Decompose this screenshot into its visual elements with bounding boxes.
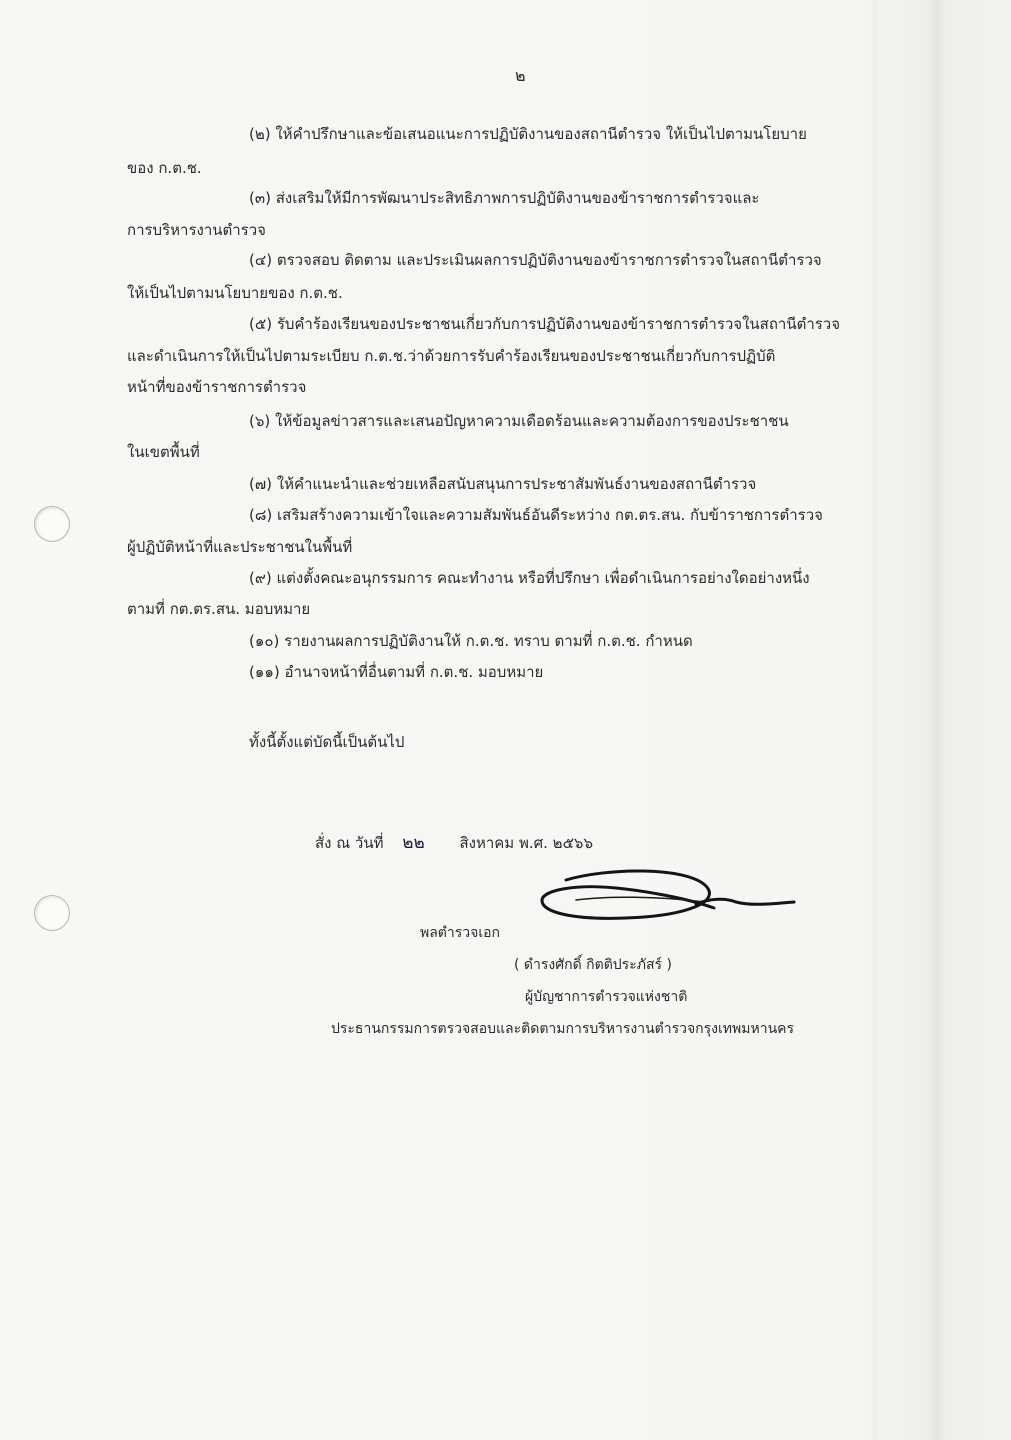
duty-line: (๔) ตรวจสอบ ติดตาม และประเมินผลการปฏิบัติงานของข้าราชการตำรวจในสถานีตำรวจ: [249, 251, 822, 269]
signer-title: ผู้บัญชาการตำรวจแห่งชาติ: [525, 989, 688, 1005]
duty-line: หน้าที่ของข้าราชการตำรวจ: [127, 378, 307, 396]
duty-line: (๑๐) รายงานผลการปฏิบัติงานให้ ก.ต.ช. ทราบ ตามที่ ก.ต.ช. กำหนด: [249, 632, 693, 650]
signer-rank: พลตำรวจเอก: [420, 925, 501, 941]
handwritten-signature: [536, 868, 798, 928]
date-day-handwritten: ๒๒: [402, 833, 425, 853]
closing-statement: ทั้งนี้ตั้งแต่บัดนี้เป็นต้นไป: [249, 733, 405, 751]
duty-line: ตามที่ กต.ตร.สน. มอบหมาย: [127, 600, 311, 618]
duty-line: (๑๑) อำนาจหน้าที่อื่นตามที่ ก.ต.ช. มอบหมาย: [249, 663, 544, 681]
duty-line: (๙) แต่งตั้งคณะอนุกรรมการ คณะทำงาน หรือที่ปรึกษา เพื่อดำเนินการอย่างใดอย่างหนึ่ง: [249, 569, 810, 587]
punch-hole-top: [34, 506, 70, 542]
duty-line: ผู้ปฏิบัติหน้าที่และประชาชนในพื้นที่: [127, 538, 353, 556]
duty-line: และดำเนินการให้เป็นไปตามระเบียบ ก.ต.ช.ว่าด้วยการรับคำร้องเรียนของประชาชนเกี่ยวกับการปฏิบัติ: [127, 347, 776, 365]
duty-line: (๕) รับคำร้องเรียนของประชาชนเกี่ยวกับการปฏิบัติงานของข้าราชการตำรวจในสถานีตำรวจ: [249, 315, 841, 333]
duty-line: (๘) เสริมสร้างความเข้าใจและความสัมพันธ์อันดีระหว่าง กต.ตร.สน. กับข้าราชการตำรวจ: [249, 506, 823, 524]
duty-line: (๒) ให้คำปรึกษาและข้อเสนอแนะการปฏิบัติงานของสถานีตำรวจ ให้เป็นไปตามนโยบาย: [249, 125, 807, 143]
signer-name: ( ดำรงศักดิ์ กิตติประภัสร์ ): [514, 957, 672, 973]
page-number: ๒: [515, 66, 526, 85]
order-date: [315, 829, 593, 856]
punch-hole-bottom: [34, 895, 70, 931]
date-prefix: สั่ง ณ วันที่: [315, 834, 384, 852]
duty-line: ให้เป็นไปตามนโยบายของ ก.ต.ช.: [127, 284, 343, 302]
duty-line: (๓) ส่งเสริมให้มีการพัฒนาประสิทธิภาพการปฏิบัติงานของข้าราชการตำรวจและ: [249, 189, 760, 207]
scan-shadow: [870, 0, 880, 1440]
duty-line: การบริหารงานตำรวจ: [127, 221, 266, 239]
duty-line: (๖) ให้ข้อมูลข่าวสารและเสนอปัญหาความเดือดร้อนและความต้องการของประชาชน: [249, 412, 789, 430]
scan-edge-shadow: [928, 0, 946, 1440]
signer-role: ประธานกรรมการตรวจสอบและติดตามการบริหารงานตำรวจกรุงเทพมหานคร: [331, 1021, 795, 1037]
duty-line: ของ ก.ต.ช.: [127, 159, 202, 177]
duty-line: (๗) ให้คำแนะนำและช่วยเหลือสนับสนุนการประชาสัมพันธ์งานของสถานีตำรวจ: [249, 475, 757, 493]
date-month-year: สิงหาคม พ.ศ. ๒๕๖๖: [459, 834, 593, 852]
duty-line: ในเขตพื้นที่: [127, 443, 200, 461]
